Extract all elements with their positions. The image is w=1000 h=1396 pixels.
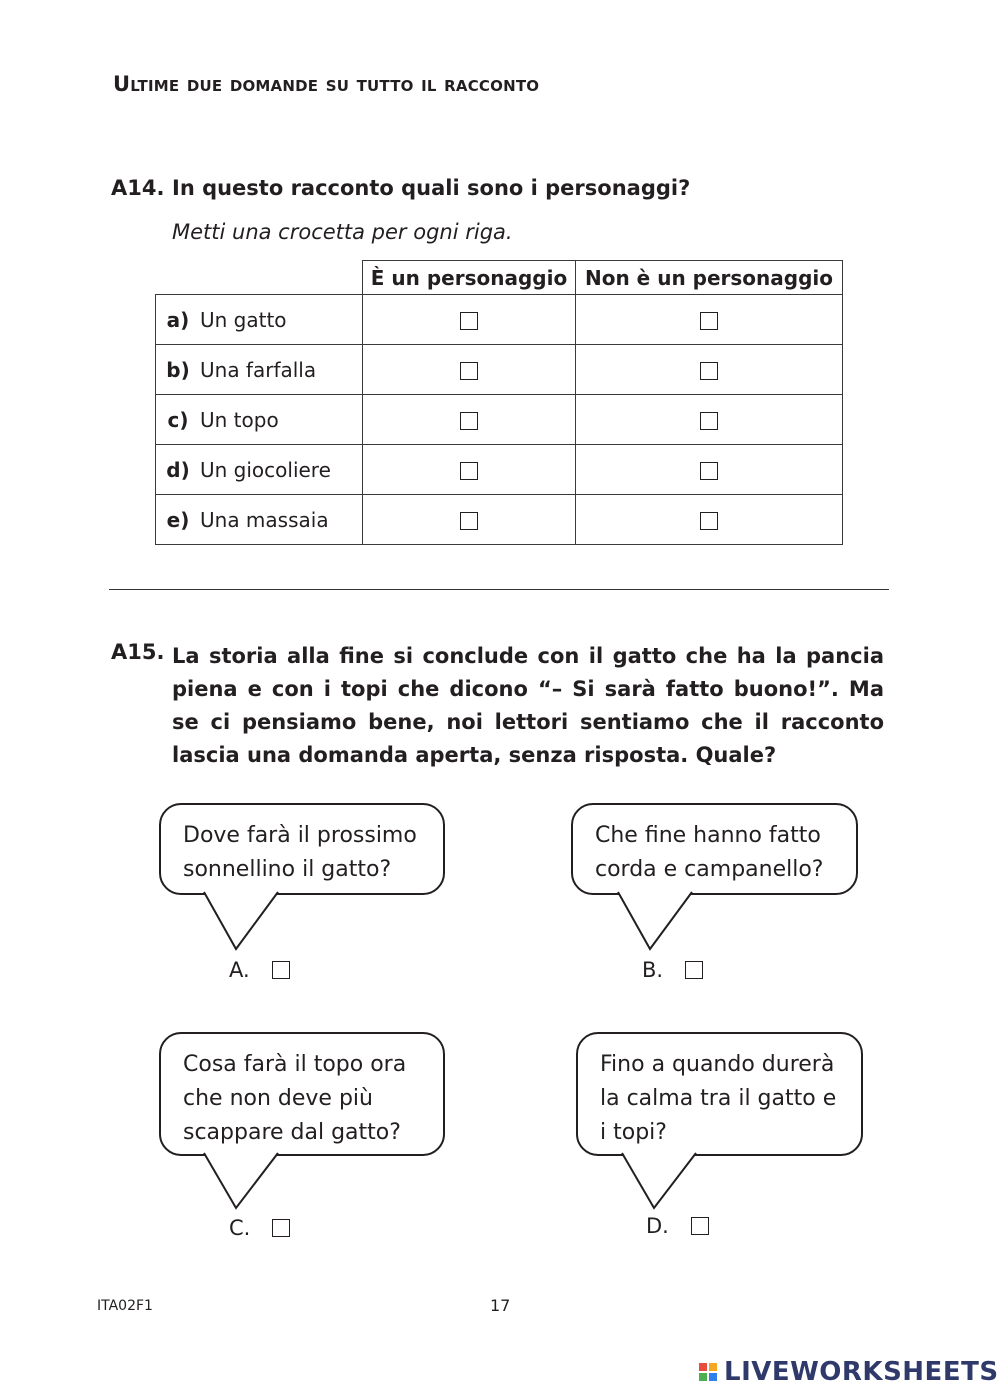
option-c [229, 1216, 290, 1240]
option-b [642, 958, 703, 982]
row-letter: d) [166, 457, 190, 482]
checkbox-a-is-character[interactable] [460, 312, 478, 330]
question-a15-text: La storia alla fine si conclude con il gatto che ha la pancia piena e con i topi che dicono “– Si sarà fatto buono!”. Ma se ci pensiamo bene, noi lettori sentiamo che il racconto lascia una domanda aperta, senza risposta. Quale? [172, 644, 884, 767]
row-letter: c) [167, 407, 189, 432]
table-row [156, 445, 843, 495]
row-text: Un gatto [200, 307, 287, 332]
option-d-letter: D. [646, 1214, 669, 1238]
question-a15-number: A15. [111, 640, 165, 664]
column-header-is-character: È un personaggio [363, 261, 576, 295]
question-a14-text: In questo racconto quali sono i personaggi? [172, 176, 691, 200]
question-a14-number: A14. [111, 176, 165, 200]
table-row [156, 495, 843, 545]
option-a-checkbox[interactable] [272, 961, 290, 979]
checkbox-b-not-character[interactable] [700, 362, 718, 380]
option-b-letter: B. [642, 958, 664, 982]
liveworksheets-logo-icon [698, 1362, 720, 1382]
speech-bubble-a [159, 803, 445, 895]
column-header-not-character: Non è un personaggio [576, 261, 843, 295]
speech-bubble-d-tail [618, 1152, 708, 1214]
row-text: Un giocoliere [200, 457, 331, 482]
checkbox-d-is-character[interactable] [460, 462, 478, 480]
row-text: Un topo [200, 407, 279, 432]
footer-code: ITA02F1 [97, 1298, 153, 1314]
speech-bubble-a-tail [200, 891, 290, 953]
row-text: Una massaia [200, 507, 329, 532]
checkbox-b-is-character[interactable] [460, 362, 478, 380]
checkbox-d-not-character[interactable] [700, 462, 718, 480]
option-b-checkbox[interactable] [685, 961, 703, 979]
table-row [156, 295, 843, 345]
table-row [156, 395, 843, 445]
row-text: Una farfalla [200, 357, 317, 382]
option-a-text: Dove farà il prossimo sonnellino il gatto? [183, 823, 417, 882]
option-d-checkbox[interactable] [691, 1217, 709, 1235]
speech-bubble-b-tail [614, 891, 704, 953]
speech-bubble-c [159, 1032, 445, 1156]
characters-table [155, 260, 843, 545]
option-d-text: Fino a quando durerà la calma tra il gatto e i topi? [600, 1052, 837, 1145]
row-letter: e) [166, 507, 190, 532]
checkbox-c-not-character[interactable] [700, 412, 718, 430]
row-label [156, 495, 363, 545]
checkbox-e-is-character[interactable] [460, 512, 478, 530]
checkbox-a-not-character[interactable] [700, 312, 718, 330]
row-letter: b) [166, 357, 190, 382]
question-a14-instruction: Metti una crocetta per ogni riga. [172, 220, 513, 244]
option-a-letter: A. [229, 958, 250, 982]
row-label [156, 395, 363, 445]
section-title: Ultime due domande su tutto il racconto [113, 72, 540, 96]
option-c-letter: C. [229, 1216, 251, 1240]
row-label [156, 295, 363, 345]
speech-bubble-b [571, 803, 858, 895]
table-corner [156, 261, 363, 295]
table-header-row [156, 261, 843, 295]
option-d [646, 1214, 709, 1238]
checkbox-c-is-character[interactable] [460, 412, 478, 430]
row-letter: a) [166, 307, 190, 332]
row-label [156, 445, 363, 495]
checkbox-e-not-character[interactable] [700, 512, 718, 530]
option-a [229, 958, 290, 982]
speech-bubble-c-tail [200, 1152, 290, 1214]
row-label [156, 345, 363, 395]
table-row [156, 345, 843, 395]
liveworksheets-brand[interactable] [698, 1357, 999, 1387]
speech-bubble-d [576, 1032, 863, 1156]
option-b-text: Che fine hanno fatto corda e campanello? [595, 823, 824, 882]
page-number: 17 [490, 1296, 511, 1315]
option-c-checkbox[interactable] [272, 1219, 290, 1237]
section-divider [109, 589, 889, 590]
option-c-text: Cosa farà il topo ora che non deve più scappare dal gatto? [183, 1052, 407, 1145]
liveworksheets-logo-text: LIVEWORKSHEETS [724, 1357, 999, 1387]
